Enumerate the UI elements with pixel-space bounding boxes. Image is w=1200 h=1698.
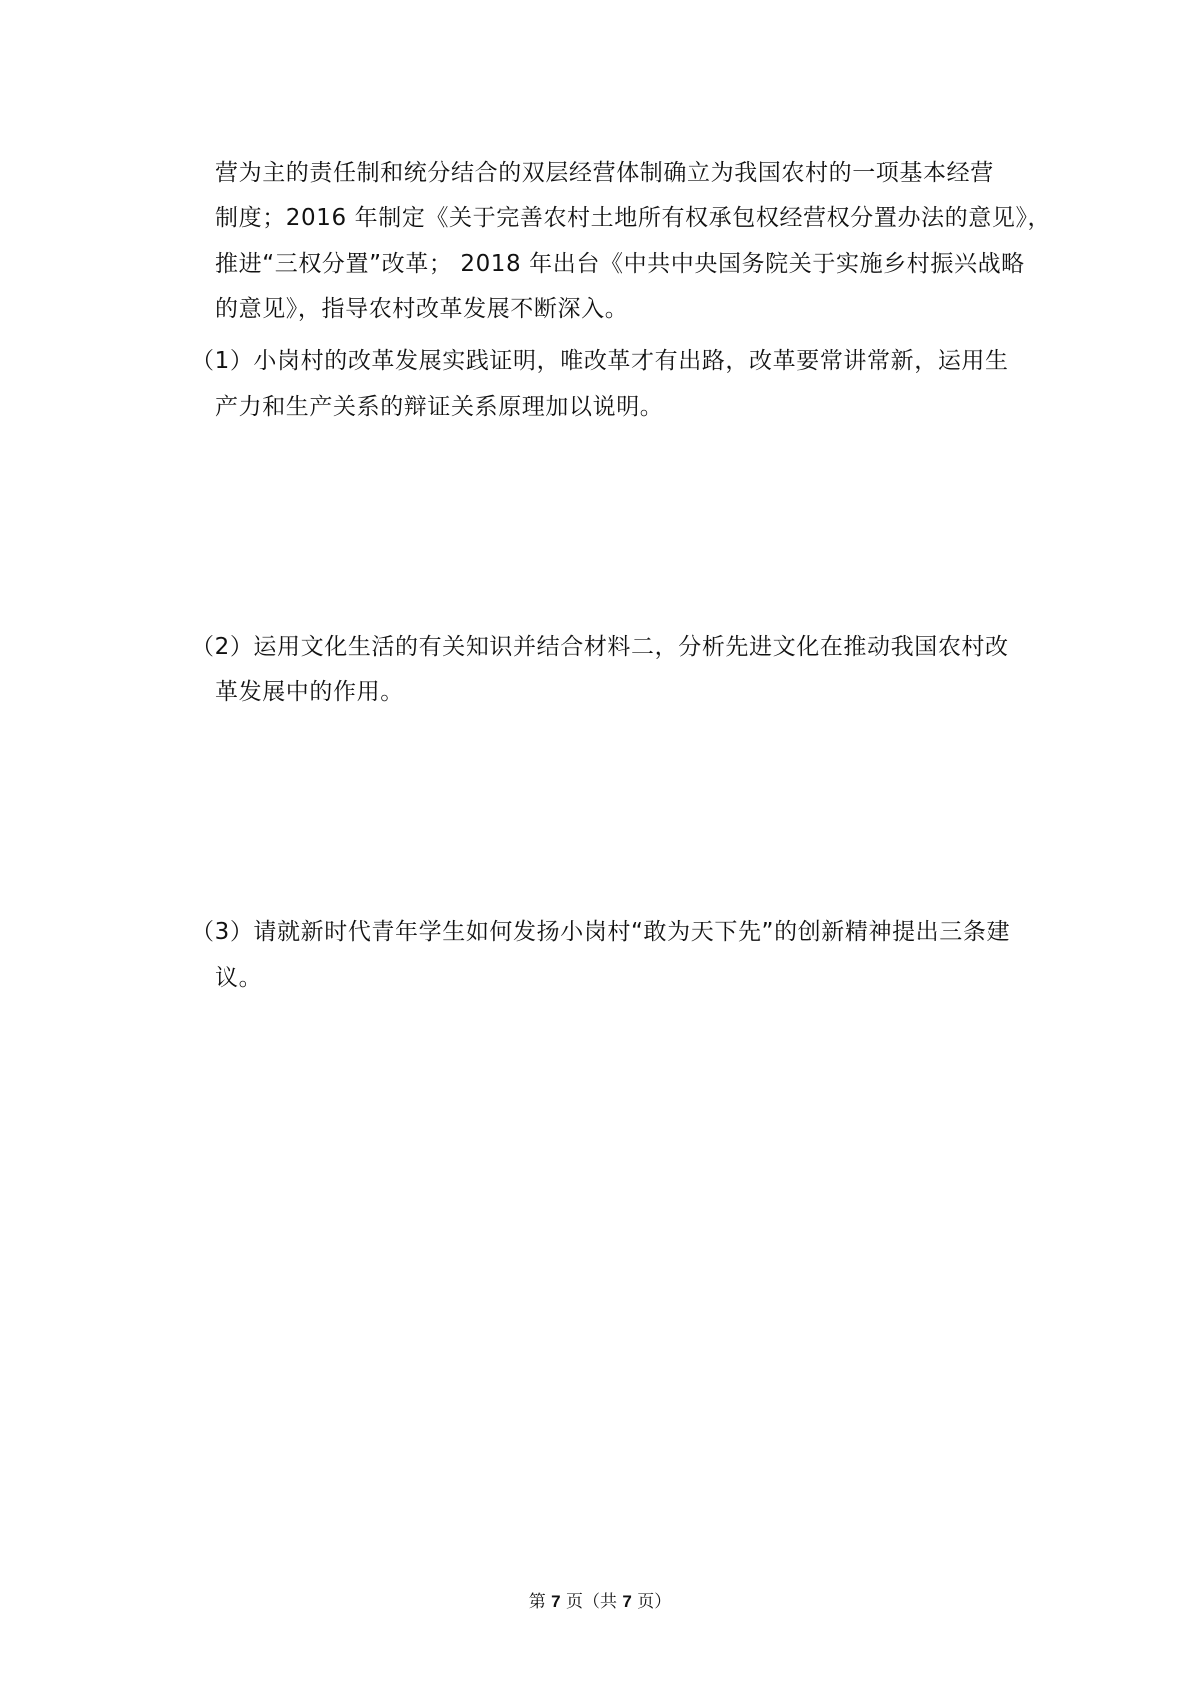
footer-suffix: 页） (637, 1592, 672, 1612)
question-line: 革发展中的作用。 (215, 679, 404, 705)
question-line: 议。 (215, 965, 263, 991)
footer-middle: 页（共 (566, 1592, 617, 1612)
page-footer (0, 1591, 1200, 1613)
current-page-number: 7 (551, 1592, 561, 1611)
question-line: 产力和生产关系的辩证关系原理加以说明。 (215, 394, 664, 420)
paragraph-line: 推进“三权分置”改革； 2018 年出台《中共中央国务院关于实施乡村振兴战略 (215, 251, 1025, 277)
question-line: （3）请就新时代青年学生如何发扬小岗村“敢为天下先”的创新精神提出三条建 (191, 919, 1011, 945)
question-line: （2）运用文化生活的有关知识并结合材料二，分析先进文化在推动我国农村改 (191, 634, 1009, 660)
question-line: （1）小岗村的改革发展实践证明，唯改革才有出路，改革要常讲常新，运用生 (191, 348, 1009, 374)
total-page-number: 7 (622, 1592, 632, 1611)
paragraph-line: 营为主的责任制和统分结合的双层经营体制确立为我国农村的一项基本经营 (215, 160, 994, 186)
footer-prefix: 第 (528, 1592, 546, 1612)
paragraph-line: 制度；2016 年制定《关于完善农村土地所有权承包权经营权分置办法的意见》， (215, 205, 1052, 231)
paragraph-line: 的意见》，指导农村改革发展不断深入。 (215, 296, 629, 322)
